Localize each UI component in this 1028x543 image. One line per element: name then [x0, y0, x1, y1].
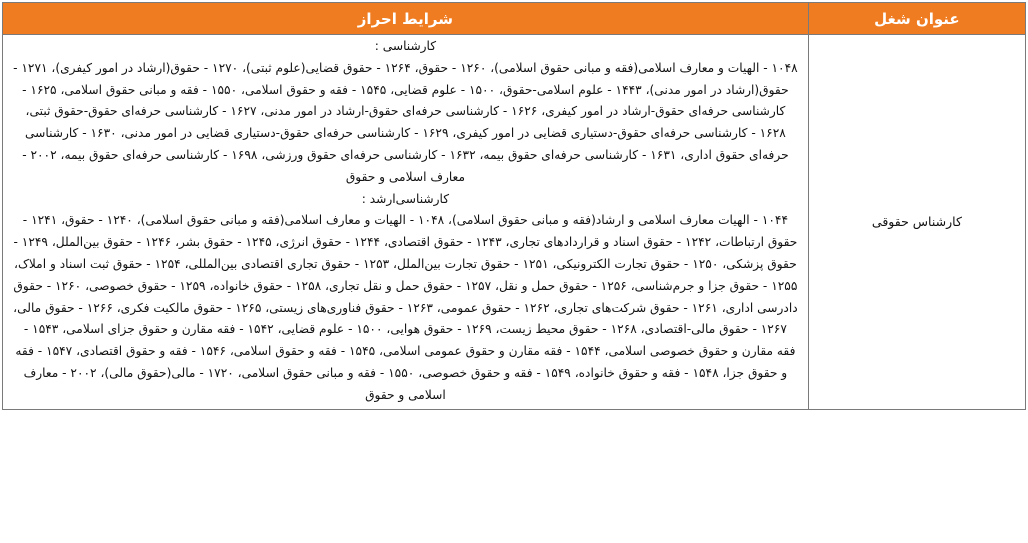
requirements-table: [2, 2, 1026, 410]
job-title-cell: کارشناس حقوقی: [808, 35, 1025, 410]
header-job-title: عنوان شغل: [808, 3, 1025, 35]
master-fields: ۱۰۴۴ - الهیات معارف اسلامی و ارشاد(فقه و مبانی حقوق اسلامی)، ۱۰۴۸ - الهیات و معارف اسلامی(فقه و مبانی حقوق اسلامی)، ۱۲۴۰ - حقوق، ۱۲۴۱ - حقوق ارتباطات، ۱۲۴۲ - حقوق اسناد و قراردادهای تجاری، ۱۲۴۳ - حقوق اقتصادی، ۱۲۴۴ - حقوق انرژی، ۱۲۴۵ - حقوق بشر، ۱۲۴۶ - حقوق بین‌الملل، ۱۲۴۹ - حقوق پزشکی، ۱۲۵۰ - حقوق تجارت الکترونیکی، ۱۲۵۱ - حقوق تجارت بین‌الملل، ۱۲۵۳ - حقوق تجاری اقتصادی بین‌المللی، ۱۲۵۴ - حقوق ثبت اسناد و املاک، ۱۲۵۵ - حقوق جزا و جرم‌شناسی، ۱۲۵۶ - حقوق حمل و نقل، ۱۲۵۷ - حقوق حمل و نقل تجاری، ۱۲۵۸ - حقوق خانواده، ۱۲۵۹ - حقوق خصوصی، ۱۲۶۰ - حقوق دادرسی اداری، ۱۲۶۱ - حقوق شرکت‌های تجاری، ۱۲۶۲ - حقوق عمومی، ۱۲۶۳ - حقوق فناوری‌های زیستی، ۱۲۶۵ - حقوق مالکیت فکری، ۱۲۶۶ - حقوق مالی، ۱۲۶۷ - حقوق مالی-اقتصادی، ۱۲۶۸ - حقوق محیط زیست، ۱۲۶۹ - حقوق هوایی، ۱۵۰۰ - علوم قضایی، ۱۵۴۲ - فقه مقارن و حقوق جزای اسلامی، ۱۵۴۳ - فقه مقارن و حقوق خصوصی اسلامی، ۱۵۴۴ - فقه مقارن و حقوق عمومی اسلامی، ۱۵۴۵ - فقه و حقوق اسلامی، ۱۵۴۶ - فقه و حقوق اقتصادی، ۱۵۴۷ - فقه و حقوق جزا، ۱۵۴۸ - فقه و حقوق خانواده، ۱۵۴۹ - فقه و حقوق خصوصی، ۱۵۵۰ - فقه و مبانی حقوق اسلامی، ۱۷۲۰ - مالی(حقوق مالی)، ۲۰۰۲ - معارف اسلامی و حقوق: [13, 213, 798, 402]
header-row: [3, 3, 1026, 35]
header-requirements: شرایط احراز: [3, 3, 809, 35]
requirements-cell: [3, 35, 809, 410]
table-row: [3, 35, 1026, 410]
bachelor-label: کارشناسی :: [374, 39, 437, 53]
master-label: کارشناسی‌ارشد :: [361, 191, 450, 206]
bachelor-fields: ۱۰۴۸ - الهیات و معارف اسلامی(فقه و مبانی حقوق اسلامی)، ۱۲۶۰ - حقوق، ۱۲۶۴ - حقوق قضایی(علوم ثبتی)، ۱۲۷۰ - حقوق(ارشاد در امور کیفری)، ۱۲۷۱ - حقوق(ارشاد در امور مدنی)، ۱۴۴۳ - علوم اسلامی-حقوق، ۱۵۰۰ - علوم قضایی، ۱۵۴۵ - فقه و حقوق اسلامی، ۱۵۵۰ - فقه و مبانی حقوق اسلامی، ۱۶۲۵ - کارشناسی حرفه‌ای حقوق-ارشاد در امور کیفری، ۱۶۲۶ - کارشناسی حرفه‌ای حقوق-ارشاد در امور مدنی، ۱۶۲۷ - کارشناسی حرفه‌ای حقوق-حقوق ثبتی، ۱۶۲۸ - کارشناسی حرفه‌ای حقوق-دستیاری قضایی در امور کیفری، ۱۶۲۹ - کارشناسی حرفه‌ای حقوق-دستیاری قضایی در امور مدنی، ۱۶۳۰ - کارشناسی حرفه‌ای حقوق اداری، ۱۶۳۱ - کارشناسی حرفه‌ای حقوق بیمه، ۱۶۳۲ - کارشناسی حرفه‌ای حقوق ورزشی، ۱۶۹۸ - کارشناسی حرفه‌ای حقوق بیمه، ۲۰۰۲ - معارف اسلامی و حقوق: [13, 60, 798, 184]
